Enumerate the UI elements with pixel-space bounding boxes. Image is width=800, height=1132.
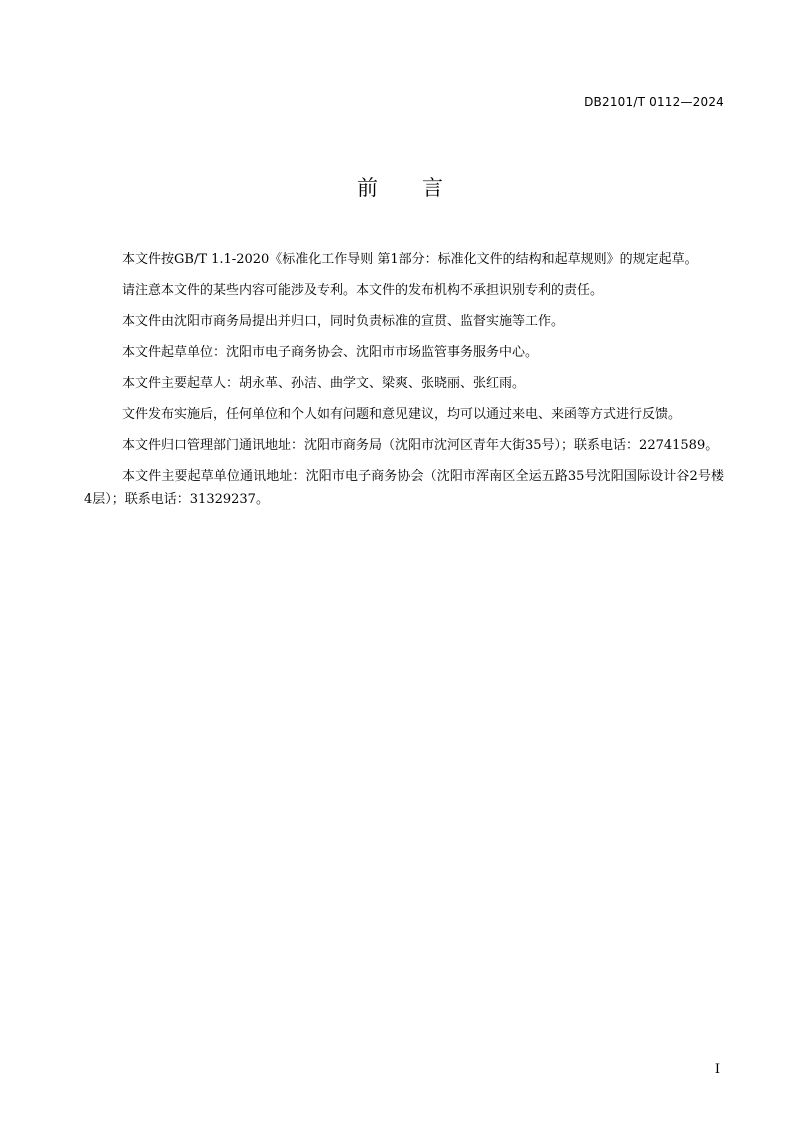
page-number: I [714,1062,720,1077]
paragraph-patent-notice: 请注意本文件的某些内容可能涉及专利。本文件的发布机构不承担识别专利的责任。 [122,283,604,298]
document-code: DB2101/T 0112—2024 [584,95,724,109]
foreword-body [84,248,724,519]
paragraph-drafting-units: 本文件起草单位：沈阳市电子商务协会、沈阳市市场监管事务服务中心。 [122,345,539,360]
page-title: 前言 [357,176,487,200]
paragraph-drafting-rules: 本文件按GB/T 1.1-2020《标准化工作导则 第1部分：标准化文件的结构和起草规则》的规定起草。 [122,252,698,267]
paragraph-drafter-address: 本文件主要起草单位通讯地址：沈阳市电子商务协会（沈阳市浑南区全运五路35号沈阳国际设计谷2号楼4层）；联系电话：31329237。 [84,469,724,507]
paragraph-feedback: 文件发布实施后，任何单位和个人如有问题和意见建议，均可以通过来电、来函等方式进行反馈。 [122,407,682,422]
paragraph-admin-address: 本文件归口管理部门通讯地址：沈阳市商务局（沈阳市沈河区青年大街35号）；联系电话：22741589。 [122,438,719,453]
paragraph-drafters: 本文件主要起草人：胡永革、孙洁、曲学文、梁爽、张晓丽、张红雨。 [122,376,526,391]
paragraph-proposer: 本文件由沈阳市商务局提出并归口，同时负责标准的宣贯、监督实施等工作。 [122,314,565,329]
